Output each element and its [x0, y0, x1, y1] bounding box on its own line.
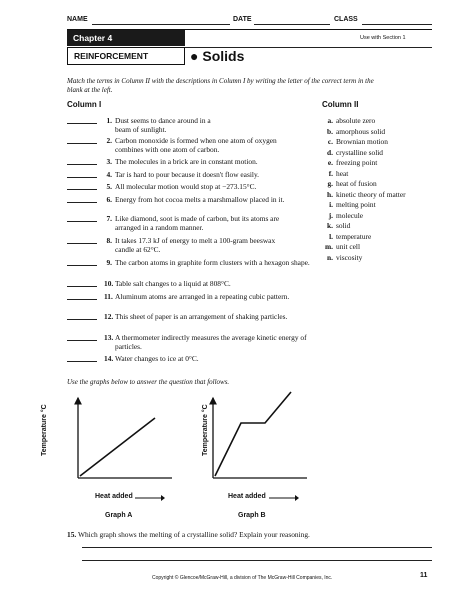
- item-number: 8.: [106, 236, 112, 245]
- option-item: [322, 253, 362, 262]
- question-15: [67, 530, 427, 539]
- option-item: [322, 190, 406, 199]
- option-text: crystalline solid: [336, 147, 384, 157]
- column2-heading: Column II: [322, 100, 359, 109]
- item-text: Aluminum atoms are arranged in a repeating cubic pattern.: [115, 292, 290, 301]
- option-item: [322, 158, 377, 167]
- graphs-instruction: Use the graphs below to answer the question that follows.: [67, 378, 230, 386]
- item-number: 4.: [106, 170, 112, 179]
- name-blank[interactable]: [92, 24, 230, 25]
- reinforcement-label: REINFORCEMENT: [67, 47, 185, 65]
- bullet-icon: ●: [190, 48, 199, 64]
- list-item: [67, 116, 332, 134]
- answer-blank[interactable]: [67, 143, 97, 144]
- option-text: absolute zero: [336, 116, 376, 125]
- item-number: 5.: [106, 182, 112, 191]
- item-text: Carbon monoxide is formed when one atom of oxygen combines with one atom of carbon.: [115, 136, 277, 154]
- option-letter: g.: [327, 179, 333, 188]
- column1-heading: Column I: [67, 100, 102, 109]
- graph-b-x-arrow: [269, 494, 299, 502]
- option-letter: i.: [329, 200, 333, 209]
- item-number: 6.: [106, 195, 112, 204]
- item-text: Table salt changes to a liquid at 808°C.: [115, 279, 231, 288]
- option-text: freezing point: [336, 158, 378, 167]
- list-item: [67, 258, 332, 276]
- answer-blank[interactable]: [67, 361, 97, 362]
- class-blank[interactable]: [362, 24, 432, 25]
- answer-blank[interactable]: [67, 164, 97, 165]
- option-item: [322, 221, 350, 230]
- option-item: [322, 127, 385, 136]
- item-number: 13.: [104, 333, 114, 342]
- list-item: [67, 214, 332, 232]
- option-letter: m.: [324, 242, 333, 251]
- list-item: [67, 292, 332, 310]
- answer-blank[interactable]: [67, 202, 97, 203]
- page-title: [190, 48, 244, 64]
- date-blank[interactable]: [254, 24, 330, 25]
- list-item: [67, 236, 332, 254]
- answer-blank[interactable]: [67, 243, 97, 244]
- option-letter: b.: [327, 126, 333, 136]
- option-letter: h.: [327, 189, 333, 199]
- item-text: The carbon atoms in graphite form clusters with a hexagon shape.: [115, 258, 310, 267]
- item-number: 12.: [104, 312, 114, 321]
- item-text: All molecular motion would stop at −273.15°C.: [115, 182, 257, 191]
- option-item: [322, 116, 375, 125]
- date-label: DATE: [233, 16, 252, 23]
- item-number: 1.: [106, 116, 112, 125]
- graph-b-ylabel: Temperature °C: [202, 404, 209, 456]
- list-item: [67, 195, 332, 213]
- answer-blank[interactable]: [67, 265, 97, 266]
- chapter-label: Chapter 4: [67, 30, 185, 46]
- copyright: Copyright © Glencoe/McGraw-Hill, a division of The McGraw-Hill Companies, Inc.: [152, 575, 333, 581]
- graph-b-caption: Graph B: [238, 512, 266, 519]
- graph-a: [60, 390, 190, 495]
- option-item: [322, 148, 383, 157]
- name-label: NAME: [67, 16, 88, 23]
- option-text: heat of fusion: [336, 179, 377, 188]
- option-letter: l.: [329, 231, 333, 241]
- option-text: solid: [336, 221, 351, 230]
- item-number: 11.: [104, 292, 113, 301]
- option-item: [322, 169, 348, 178]
- item-number: 2.: [106, 136, 112, 145]
- page-number: 11: [420, 572, 428, 579]
- option-letter: n.: [327, 252, 333, 262]
- answer-blank[interactable]: [67, 299, 97, 300]
- question-text: Which graph shows the melting of a crystalline solid? Explain your reasoning.: [77, 530, 310, 539]
- option-text: heat: [336, 168, 349, 178]
- answer-blank[interactable]: [67, 286, 97, 287]
- option-letter: j.: [328, 210, 333, 220]
- class-label: CLASS: [334, 16, 358, 23]
- option-text: viscosity: [336, 252, 363, 262]
- item-text: The molecules in a brick are in constant motion.: [115, 157, 258, 166]
- answer-blank[interactable]: [67, 319, 97, 320]
- option-item: [322, 242, 360, 251]
- answer-blank[interactable]: [67, 123, 97, 124]
- item-text: Like diamond, soot is made of carbon, but its atoms are arranged in a random manner.: [115, 214, 280, 232]
- option-item: [322, 179, 377, 188]
- graph-a-line: [80, 418, 155, 476]
- answer-blank[interactable]: [67, 340, 97, 341]
- item-text: This sheet of paper is an arrangement of shaking particles.: [115, 312, 288, 321]
- graph-b: [195, 390, 325, 495]
- option-text: temperature: [336, 231, 372, 241]
- question-number: 15.: [67, 530, 77, 539]
- option-item: [322, 232, 371, 241]
- item-number: 3.: [106, 157, 112, 166]
- item-text: Energy from hot cocoa melts a marshmallow placed in it.: [115, 195, 285, 204]
- option-letter: e.: [327, 158, 333, 167]
- title-text: Solids: [202, 48, 245, 64]
- option-item: [322, 137, 388, 146]
- item-number: 7.: [106, 214, 112, 223]
- list-item: [67, 333, 332, 351]
- option-text: Brownian motion: [336, 137, 388, 146]
- item-number: 14.: [104, 354, 114, 363]
- option-text: melting point: [336, 200, 376, 209]
- item-text: It takes 17.3 kJ of energy to melt a 100-gram beeswax candle at 62°C.: [115, 236, 276, 254]
- item-text: Dust seems to dance around in a beam of sunlight.: [115, 116, 211, 134]
- section-label: Use with Section 1: [360, 35, 406, 41]
- option-item: [322, 211, 363, 220]
- option-letter: k.: [327, 221, 333, 230]
- option-text: molecule: [336, 210, 364, 220]
- graph-a-caption: Graph A: [105, 512, 133, 519]
- answer-line[interactable]: [82, 560, 432, 561]
- answer-blank[interactable]: [67, 221, 97, 222]
- option-letter: a.: [327, 116, 333, 125]
- graph-b-line: [215, 392, 291, 476]
- option-text: amorphous solid: [336, 126, 386, 136]
- option-letter: f.: [328, 168, 333, 178]
- graph-a-x-arrow: [135, 494, 165, 502]
- item-number: 10.: [104, 279, 114, 288]
- option-item: [322, 200, 376, 209]
- item-text: A thermometer indirectly measures the average kinetic energy of particles.: [115, 333, 307, 351]
- item-text: Tar is hard to pour because it doesn't flow easily.: [115, 170, 260, 179]
- option-letter: c.: [327, 137, 333, 146]
- list-item: [67, 136, 332, 154]
- option-text: unit cell: [336, 242, 361, 251]
- graph-b-xlabel: Heat added: [228, 493, 266, 500]
- answer-blank[interactable]: [67, 189, 97, 190]
- answer-line[interactable]: [82, 547, 432, 548]
- option-letter: d.: [327, 147, 333, 157]
- item-text: Water changes to ice at 0°C.: [115, 354, 199, 363]
- graph-a-ylabel: Temperature °C: [41, 404, 48, 456]
- option-text: kinetic theory of matter: [336, 189, 406, 199]
- list-item: [67, 312, 332, 330]
- instructions: Match the terms in Column II with the descriptions in Column I by writing the letter of the correct term in the blank at the left.: [67, 77, 374, 94]
- graph-a-xlabel: Heat added: [95, 493, 133, 500]
- answer-blank[interactable]: [67, 177, 97, 178]
- item-number: 9.: [106, 258, 112, 267]
